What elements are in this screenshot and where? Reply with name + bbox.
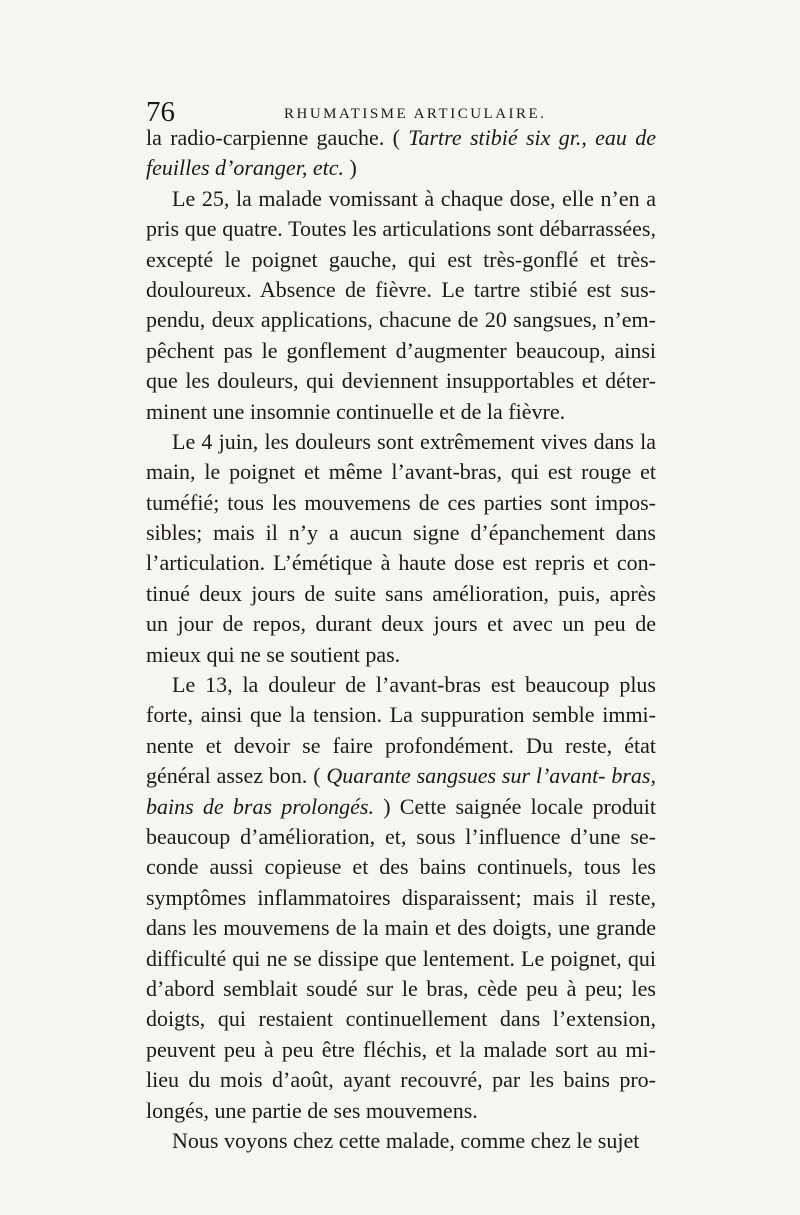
text-line — [146, 488, 656, 518]
text-line — [146, 123, 656, 153]
text-line — [146, 579, 656, 609]
text-line — [146, 275, 656, 305]
text-segment: un jour de repos, durant deux jours et avec un peu de — [146, 611, 656, 637]
text-segment: beaucoup d’amélioration, et, sous l’influence d’une se- — [146, 823, 656, 849]
text-segment: Le 4 juin, les douleurs sont extrêmement vives dans la — [172, 428, 656, 454]
text-segment: douloureux. Absence de fièvre. Le tartre stibié est sus- — [146, 276, 656, 302]
text-line — [146, 1096, 656, 1126]
text-segment: ) — [343, 155, 357, 181]
text-line — [146, 1065, 656, 1095]
text-segment: la radio-carpienne gauche. ( — [146, 125, 409, 150]
text-segment: peuvent peu à peu être fléchis, et la malade sort au mi- — [146, 1036, 656, 1062]
text-line — [146, 974, 656, 1004]
text-line — [146, 852, 656, 882]
text-line — [146, 1035, 656, 1065]
text-segment: Le 25, la malade vomissant à chaque dose, elle n’en a — [172, 185, 656, 211]
text-line — [146, 397, 656, 427]
text-line — [146, 427, 656, 457]
text-line — [146, 1126, 656, 1156]
text-line — [146, 336, 656, 366]
text-segment: lieu du mois d’août, ayant recouvré, par les bains pro- — [146, 1067, 656, 1093]
text-line — [146, 822, 656, 852]
text-segment: sibles; mais il n’y a aucun signe d’épanchement dans — [146, 520, 656, 546]
text-segment: tuméfié; tous les mouvemens de ces parties sont impos- — [146, 489, 656, 515]
running-head: RHUMATISME ARTICULAIRE. — [284, 106, 547, 122]
text-line — [146, 640, 656, 670]
text-segment: Le 13, la douleur de l’avant-bras est beaucoup plus — [172, 672, 656, 698]
text-line — [146, 944, 656, 974]
text-line — [146, 518, 656, 548]
text-line — [146, 457, 656, 487]
text-line — [146, 700, 656, 730]
text-segment: pêchent pas le gonflement d’augmenter beaucoup, ainsi — [146, 337, 656, 363]
text-segment: longés, une partie de ses mouvemens. — [146, 1097, 478, 1123]
text-line — [146, 1004, 656, 1034]
text-segment: forte, ainsi que la tension. La suppuration semble immi- — [146, 702, 656, 728]
page-number: 76 — [146, 96, 175, 128]
text-segment: mieux qui ne se soutient pas. — [146, 641, 401, 667]
text-line — [146, 548, 656, 578]
text-line — [146, 366, 656, 396]
italic-text: feuilles d’oranger, etc. — [146, 155, 344, 181]
text-segment: ) Cette saignée locale produit — [373, 793, 656, 819]
text-segment: que les douleurs, qui deviennent insupportables et déter- — [146, 368, 656, 394]
text-segment: pendu, deux applications, chacune de 20 sangsues, n’em- — [146, 307, 656, 333]
text-segment: d’abord semblait soudé sur le bras, cède peu à peu; les — [146, 975, 656, 1001]
text-segment: général assez bon. ( — [146, 763, 327, 789]
text-line — [146, 883, 656, 913]
text-line — [146, 305, 656, 335]
text-segment: main, le poignet et même l’avant-bras, qui est rouge et — [146, 459, 656, 485]
text-line — [146, 913, 656, 943]
text-line — [146, 761, 656, 791]
text-segment: excepté le poignet gauche, qui est très-gonflé et très- — [146, 246, 656, 272]
body-text — [146, 123, 656, 1156]
italic-text: Quarante sangsues sur l’avant- bras, — [326, 763, 656, 789]
text-line — [146, 792, 656, 822]
text-segment: l’articulation. L’émétique à haute dose est repris et con- — [146, 550, 656, 576]
text-segment: pris que quatre. Toutes les articulations sont débarrassées, — [146, 216, 656, 242]
text-line — [146, 670, 656, 700]
text-segment: Nous voyons chez cette malade, comme chez le sujet — [172, 1127, 640, 1153]
text-line — [146, 609, 656, 639]
text-segment: symptômes inflammatoires disparaissent; mais il reste, — [146, 884, 656, 910]
italic-text: bains de bras prolongés. — [146, 793, 374, 819]
text-line — [146, 731, 656, 761]
text-line — [146, 153, 656, 183]
text-segment: nente et devoir se faire profondément. Du reste, état — [146, 732, 656, 758]
text-segment: minent une insomnie continuelle et de la fièvre. — [146, 398, 566, 424]
text-segment: doigts, qui restaient continuellement dans l’extension, — [146, 1006, 656, 1032]
text-segment: difficulté qui ne se dissipe que lentement. Le poignet, qui — [146, 945, 656, 971]
text-line — [146, 214, 656, 244]
text-line — [146, 245, 656, 275]
text-segment: conde aussi copieuse et des bains continuels, tous les — [146, 854, 656, 880]
text-segment: dans les mouvemens de la main et des doigts, une grande — [146, 915, 656, 941]
italic-text: Tartre stibié six gr., eau de — [408, 125, 656, 150]
text-segment: tinué deux jours de suite sans amélioration, puis, après — [146, 580, 656, 606]
text-line — [146, 184, 656, 214]
